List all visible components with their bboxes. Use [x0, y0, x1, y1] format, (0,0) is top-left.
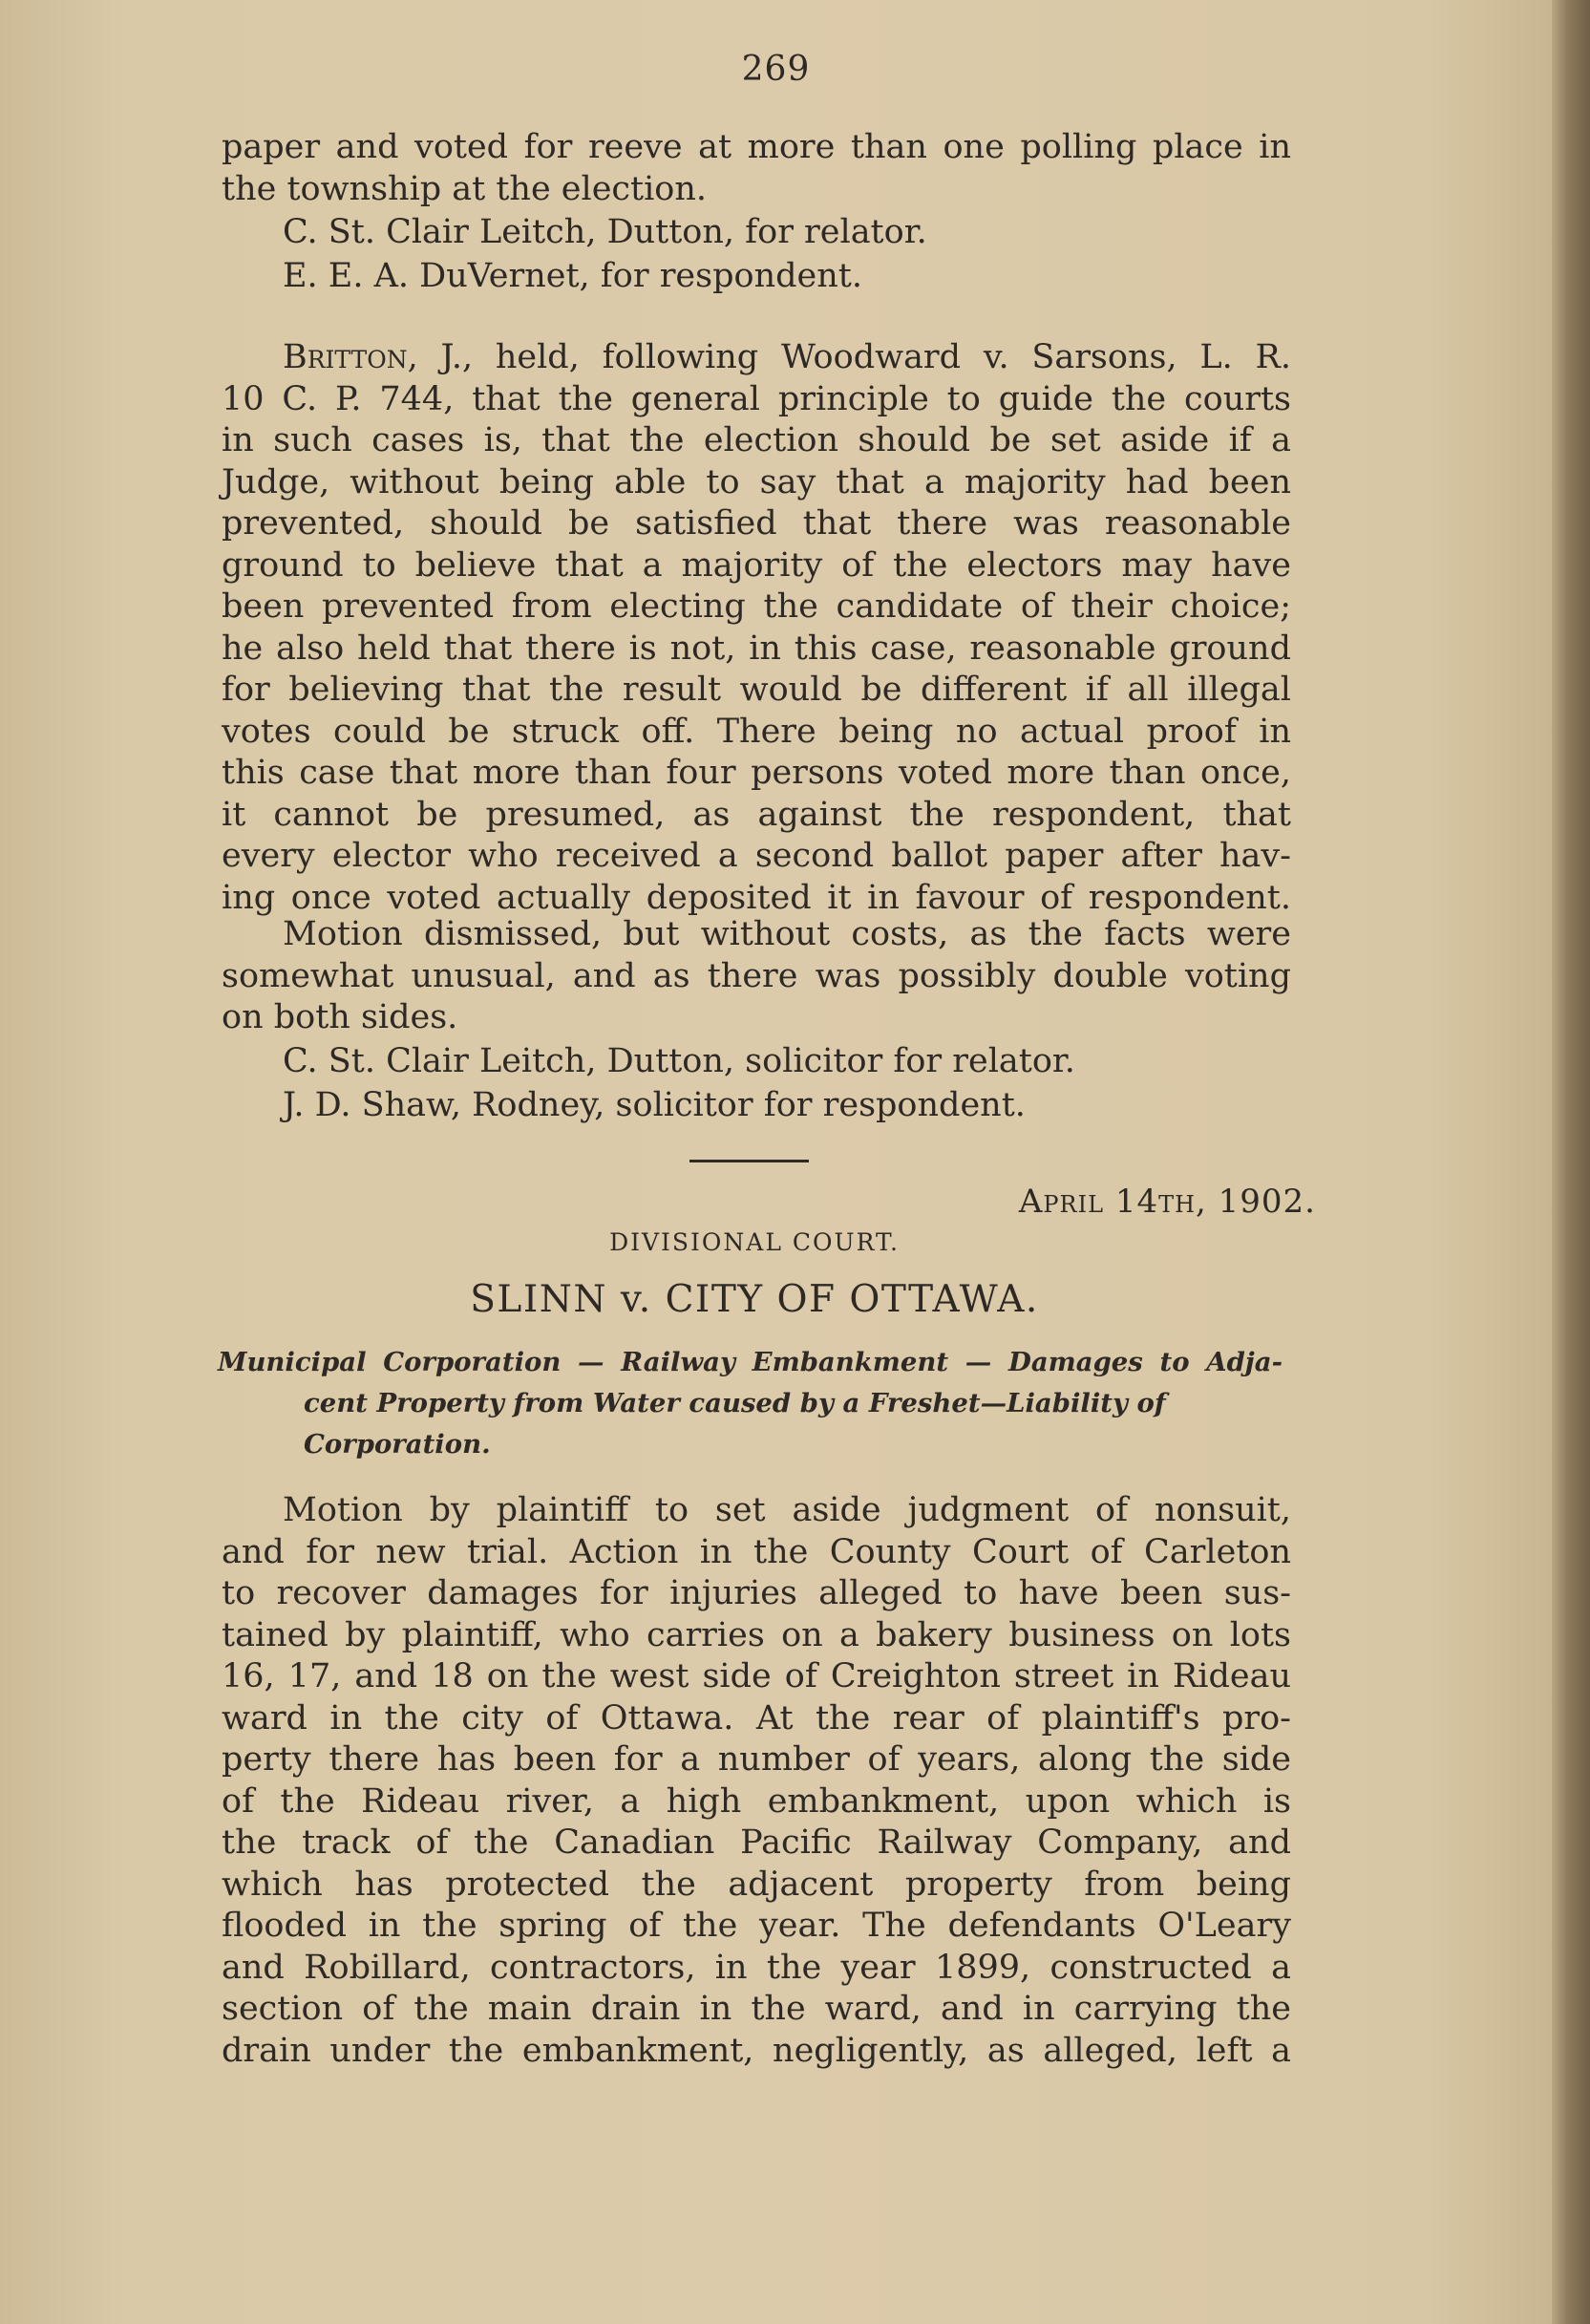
text-line: perty there has been for a number of years, along the side — [222, 1740, 1291, 1779]
text-line: on both sides. — [222, 998, 458, 1036]
text-line: 16, 17, and 18 on the west side of Creighton street in Rideau — [222, 1657, 1291, 1695]
text-line: to recover damages for injuries alleged to have been sus- — [222, 1574, 1291, 1612]
headnote — [218, 1342, 1283, 1465]
text-line: tained by plaintiff, who carries on a bakery business on lots — [222, 1615, 1291, 1654]
text-line: drain under the embankment, negligently, as alleged, left a — [222, 2031, 1291, 2070]
solicitor-respondent: J. D. Shaw, Rodney, solicitor for respondent. — [283, 1085, 1026, 1124]
disposition-paragraph — [222, 914, 1291, 1127]
text-line: and for new trial. Action in the County Court of Carleton — [222, 1532, 1291, 1571]
judgment-paragraph — [222, 337, 1291, 919]
judge-name: Britton — [283, 338, 408, 376]
text-line: every elector who received a second ballot paper after hav- — [222, 837, 1291, 875]
text-line: Motion dismissed, but without costs, as the facts were — [283, 915, 1291, 953]
text-line: of the Rideau river, a high embankment, upon which is — [222, 1781, 1291, 1821]
text-line: flooded in the spring of the year. The defendants O'Leary — [222, 1907, 1291, 1945]
text-line: which has protected the adjacent property from being — [222, 1865, 1291, 1904]
text-line: 10 C. P. 744, that the general principle to guide the courts — [222, 379, 1291, 418]
text-line: somewhat unusual, and as there was possibly double voting — [222, 956, 1291, 995]
text-line: in such cases is, that the election should be set aside if a — [222, 421, 1291, 459]
headnote-line: Corporation. — [304, 1429, 491, 1460]
page-number: 269 — [741, 50, 811, 89]
text-line: for believing that the result would be different if all illegal — [222, 671, 1291, 709]
text-line: section of the main drain in the ward, and in carrying the — [222, 1990, 1291, 2028]
text-line: votes could be struck off. There being no actual proof in — [222, 712, 1291, 751]
text-line: this case that more than four persons voted more than once, — [222, 754, 1291, 792]
solicitor-relator: C. St. Clair Leitch, Dutton, solicitor for relator. — [283, 1041, 1075, 1080]
text-line: it cannot be presumed, as against the respondent, that — [222, 795, 1291, 834]
text-line: been prevented from electing the candidate of their choice; — [222, 587, 1291, 626]
text-line: the township at the election. — [222, 169, 708, 208]
case-date: April 14th, 1902. — [1018, 1183, 1316, 1221]
text-line: Judge, without being able to say that a majority had been — [222, 462, 1291, 501]
text-line: prevented, should be satisfied that there was reasonable — [222, 504, 1291, 543]
text-line — [222, 337, 1291, 379]
headnote-line: Municipal Corporation — Railway Embankment — Damages to Adja- — [218, 1347, 1283, 1377]
court-name: DIVISIONAL COURT. — [609, 1228, 900, 1256]
text-line: ing once voted actually deposited it in favour of respondent. — [222, 878, 1291, 917]
text-fragment: , J., held, following Woodward v. Sarsons, L. R. — [407, 338, 1291, 376]
case-body-paragraph — [222, 1490, 1291, 2072]
section-divider — [689, 1160, 809, 1162]
counsel-relator: C. St. Clair Leitch, Dutton, for relator. — [283, 213, 927, 251]
text-line: the track of the Canadian Pacific Railway Company, and — [222, 1823, 1291, 1862]
text-line: ground to believe that a majority of the electors may have — [222, 545, 1291, 585]
text-line: Motion by plaintiff to set aside judgment of nonsuit, — [283, 1491, 1291, 1529]
headnote-line: cent Property from Water caused by a Freshet—Liability of — [304, 1388, 1166, 1418]
text-line: ward in the city of Ottawa. At the rear of plaintiff's pro- — [222, 1698, 1291, 1738]
text-line: paper and voted for reeve at more than one polling place in — [222, 128, 1291, 166]
page-edge — [1552, 0, 1590, 2324]
text-line: he also held that there is not, in this case, reasonable ground — [222, 629, 1291, 668]
counsel-respondent: E. E. A. DuVernet, for respondent. — [283, 257, 862, 295]
text-line: and Robillard, contractors, in the year 1899, constructed a — [222, 1948, 1291, 1987]
case-title: SLINN v. CITY OF OTTAWA. — [470, 1278, 1039, 1321]
paragraph-continuation — [222, 127, 1291, 298]
